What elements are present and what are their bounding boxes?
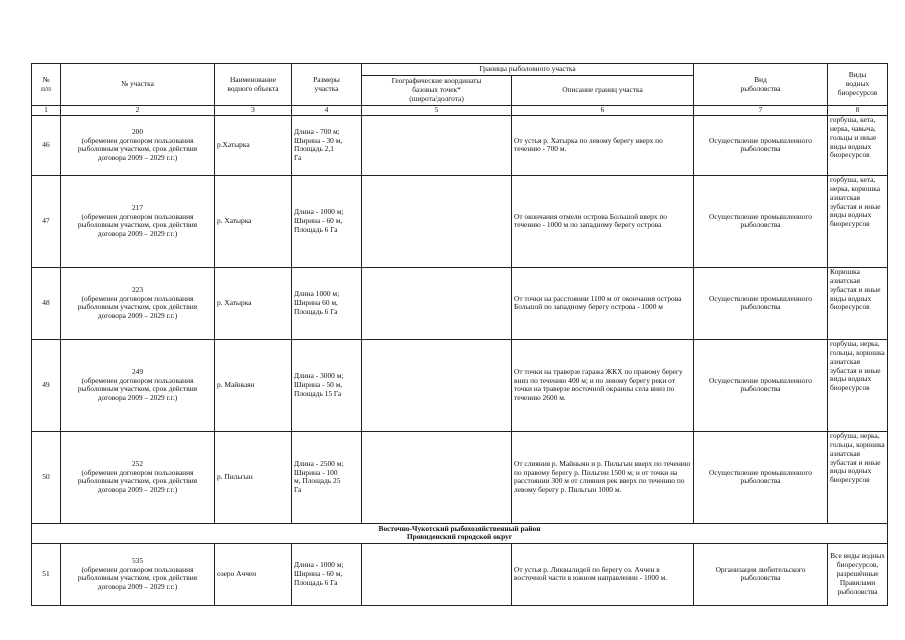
size-cell: Длина - 3000 м; Ширина - 50 м, Площадь 15 Га (292, 339, 362, 431)
column-number-row (32, 106, 888, 116)
header-fishing-type: Вид рыболовства (694, 64, 828, 106)
size-cell: Длина - 700 м; Ширина - 30 м, Площадь 2,1 Га (292, 115, 362, 175)
species-cell: горбуша, нерка, гольцы, корюшка азиатская зубастая и иные виды водных биоресурсов (828, 339, 888, 431)
row-number: 47 (32, 175, 61, 267)
description-cell: От устья р. Ликвылидей по берегу оз. Аччен в восточной части в южном направлении - 1000 м. (512, 543, 694, 605)
column-number: 4 (292, 106, 362, 116)
section-region: Восточно-Чукотский рыбохозяйственный район (378, 523, 541, 533)
coordinates-cell (362, 339, 512, 431)
header-num: № п/п (32, 64, 61, 106)
column-number: 8 (828, 106, 888, 116)
description-cell: От устья р. Хатырка по левому берегу вверх по течению - 700 м. (512, 115, 694, 175)
size-cell: Длина - 1000 м; Ширина - 60 м, Площадь 6 Га (292, 175, 362, 267)
coordinates-cell (362, 115, 512, 175)
header-coordinates: Географические координаты базовых точек* (широта/долгота) (362, 76, 512, 106)
coordinates-cell (362, 267, 512, 339)
table-row (32, 267, 888, 339)
fishing-sites-table (31, 63, 888, 606)
header-boundary-description: Описание границ участка (512, 76, 694, 106)
header-species: Виды водных биоресурсов (828, 64, 888, 106)
water-object-cell: р. Майныян (215, 339, 292, 431)
size-cell: Длина - 2500 м; Ширина - 100 м, Площадь 25 Га (292, 431, 362, 523)
row-number: 48 (32, 267, 61, 339)
water-object-cell: р.Хатырка (215, 115, 292, 175)
row-number: 50 (32, 431, 61, 523)
description-cell: От точки на траверзе гаража ЖКХ по правому берегу вниз по течению 400 м; и по левому берегу реки от точки на траверзе восточной окраины села вниз по течению 2600 м. (512, 339, 694, 431)
species-cell: горбуша, кета, нерка, корюшка азиатская зубастая и иные виды водных биоресурсов (828, 175, 888, 267)
water-object-cell: р. Хатырка (215, 267, 292, 339)
column-number: 3 (215, 106, 292, 116)
description-cell: От слияния р. Майныян и р. Пильгын вверх по течению по правому берегу р. Пильгин 1500 м; и от точки на расстоянии 300 м от слияния рек вверх по течению по левому берегу р. Пильгын 1000 м. (512, 431, 694, 523)
water-object-cell: р. Пильгын (215, 431, 292, 523)
table-row (32, 339, 888, 431)
column-number: 6 (512, 106, 694, 116)
table-row (32, 543, 888, 605)
size-cell: Длина - 1000 м; Ширина - 60 м, Площадь 6 Га (292, 543, 362, 605)
fishing-type-cell: Организация любительского рыболовства (694, 543, 828, 605)
table-row (32, 175, 888, 267)
row-number: 49 (32, 339, 61, 431)
description-cell: От точки на расстоянии 1100 м от окончания острова Большой по западному берегу острова - 1000 м (512, 267, 694, 339)
fishing-type-cell: Осуществление промышленного рыболовства (694, 431, 828, 523)
column-number: 1 (32, 106, 61, 116)
species-cell: Все виды водных биоресурсов, разрешённые Правилами рыболовства (828, 543, 888, 605)
section-header (32, 523, 888, 543)
table-row (32, 115, 888, 175)
header-boundaries-group: Границы рыболовного участка (362, 64, 694, 76)
fishing-type-cell: Осуществление промышленного рыболовства (694, 267, 828, 339)
table-row (32, 431, 888, 523)
fishing-type-cell: Осуществление промышленного рыболовства (694, 115, 828, 175)
row-number: 46 (32, 115, 61, 175)
column-number: 2 (61, 106, 215, 116)
site-cell: 249 (обременен договором пользования рыболовным участком, срок действия договора 2009 – 2029 г.г.) (61, 339, 215, 431)
fishing-type-cell: Осуществление промышленного рыболовства (694, 339, 828, 431)
document-sheet (31, 63, 888, 606)
fishing-type-cell: Осуществление промышленного рыболовства (694, 175, 828, 267)
row-number: 51 (32, 543, 61, 605)
coordinates-cell (362, 543, 512, 605)
species-cell: горбуша, кета, нерка, чавыча, гольцы и иные виды водных биоресурсов (828, 115, 888, 175)
section-district: Провиденский городской округ (406, 532, 513, 542)
species-cell: Корюшка азиатская зубастая и иные виды водных биоресурсов (828, 267, 888, 339)
site-cell: 217 (обременен договором пользования рыболовным участком, срок действия договора 2009 – 2029 г.г.) (61, 175, 215, 267)
water-object-cell: р. Хатырка (215, 175, 292, 267)
species-cell: горбуша, нерка, гольцы, корюшка азиатская зубастая и иные виды водных биоресурсов (828, 431, 888, 523)
size-cell: Длина 1000 м; Ширина 60 м, Площадь 6 Га (292, 267, 362, 339)
section-header-row (32, 523, 888, 543)
header-row-1 (32, 64, 888, 76)
site-cell: 223 (обременен договором пользования рыболовным участком, срок действия договора 2009 – 2029 г.г.) (61, 267, 215, 339)
site-cell: 200 (обременен договором пользования рыболовным участком, срок действия договора 2009 – 2029 г.г.) (61, 115, 215, 175)
site-cell: 252 (обременен договором пользования рыболовным участком, срок действия договора 2009 – 2029 г.г.) (61, 431, 215, 523)
column-number: 5 (362, 106, 512, 116)
water-object-cell: озеро Аччен (215, 543, 292, 605)
description-cell: От окончания отмели острова Большой вверх по течению - 1000 м по западному берегу острова (512, 175, 694, 267)
site-cell: 535 (обременен договором пользования рыболовным участком, срок действия договора 2009 – 2029 г.г.) (61, 543, 215, 605)
header-water-object: Наименование водного объекта (215, 64, 292, 106)
coordinates-cell (362, 431, 512, 523)
coordinates-cell (362, 175, 512, 267)
header-site: № участка (61, 64, 215, 106)
header-size: Размеры участка (292, 64, 362, 106)
column-number: 7 (694, 106, 828, 116)
